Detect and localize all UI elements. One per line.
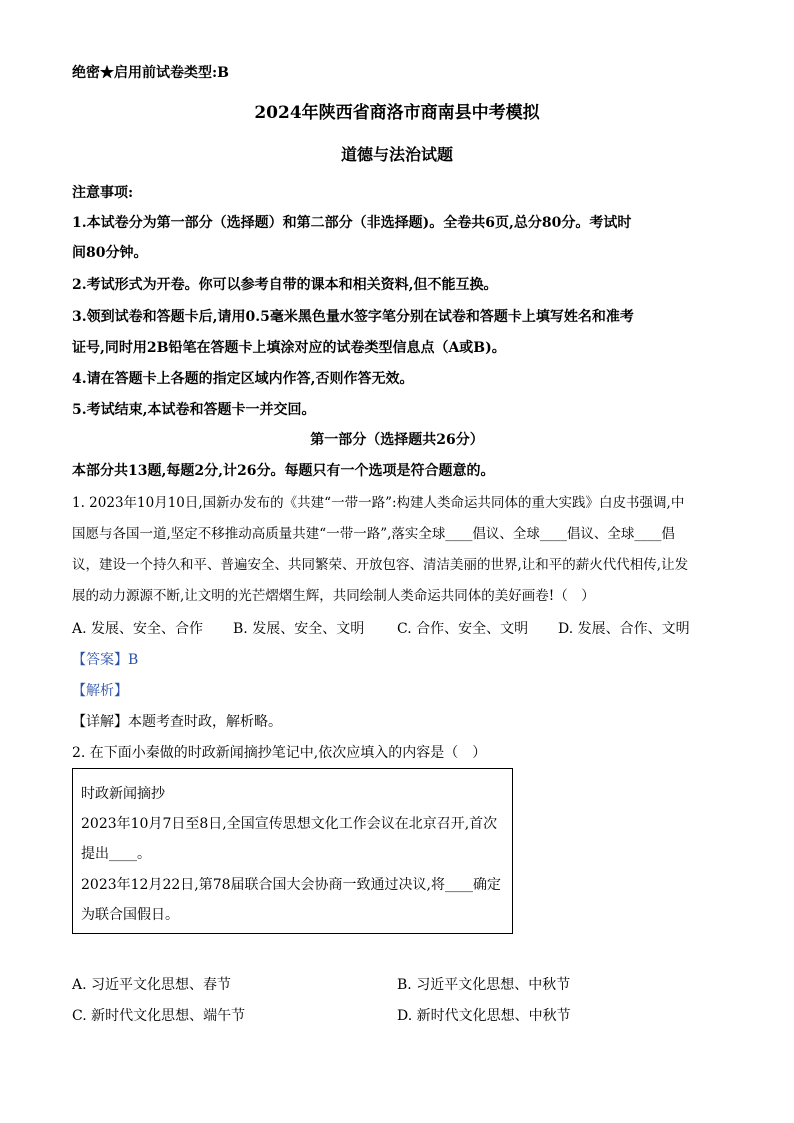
q1-analysis-label: 【解析】 <box>72 683 128 699</box>
box-line: 2023年10月7日至8日,全国宣传思想文化工作会议在北京召开,首次 <box>81 816 498 832</box>
note-line: 3.领到试卷和答题卡后,请用0.5毫米黑色量水签字笔分别在试卷和答题卡上填写姓名和准考 <box>72 309 634 325</box>
q2-option-a: A. 习近平文化思想、春节 <box>72 977 232 993</box>
section-intro: 本部分共13题,每题2分,计26分。每题只有一个选项是符合题意的。 <box>72 463 495 479</box>
note-line: 1.本试卷分为第一部分（选择题）和第二部分（非选择题)。全卷共6页,总分80分。考试时 <box>72 215 632 231</box>
question-2-stem: 2. 在下面小秦做的时政新闻摘抄笔记中,依次应填入的内容是（ ） <box>72 745 487 761</box>
exam-title: 2024年陕西省商洛市商南县中考模拟 <box>254 103 540 123</box>
box-line: 提出____。 <box>81 846 151 862</box>
q1-option-c: C. 合作、安全、文明 <box>397 621 529 637</box>
q1-option-a: A. 发展、安全、合作 <box>72 621 204 637</box>
secret-line: 绝密★启用前试卷类型:B <box>72 65 230 81</box>
note-line: 5.考试结束,本试卷和答题卡一并交回。 <box>72 402 316 418</box>
notes-heading: 注意事项: <box>72 185 134 201</box>
question-1-line: 议，建设一个持久和平、普遍安全、共同繁荣、开放包容、清洁美丽的世界,让和平的薪火代代相传,让发 <box>72 557 689 573</box>
section-title: 第一部分（选择题共26分） <box>310 432 484 448</box>
note-line: 4.请在答题卡上各题的指定区域内作答,否则作答无效。 <box>72 371 414 387</box>
q1-option-b: B. 发展、安全、文明 <box>233 621 365 637</box>
question-1-line: 展的动力源源不断,让文明的光芒熠熠生辉，共同绘制人类命运共同体的美好画卷!（ ） <box>72 588 595 604</box>
box-line: 2023年12月22日,第78届联合国大会协商一致通过决议,将____确定 <box>81 877 501 893</box>
note-line: 证号,同时用2B铅笔在答题卡上填涂对应的试卷类型信息点（A或B)。 <box>72 340 506 356</box>
q1-answer: 【答案】B <box>72 652 139 668</box>
q2-option-c: C. 新时代文化思想、端午节 <box>72 1008 246 1024</box>
q1-option-d: D. 发展、合作、文明 <box>558 621 690 637</box>
question-1-line: 国愿与各国一道,坚定不移推动高质量共建“一带一路”,落实全球____倡议、全球____倡议、全球____倡 <box>72 526 675 542</box>
note-line: 2.考试形式为开卷。你可以参考自带的课本和相关资料,但不能互换。 <box>72 277 498 293</box>
question-1-line: 1. 2023年10月10日,国新办发布的《共建“一带一路”:构建人类命运共同体的重大实践》白皮书强调,中 <box>72 495 685 511</box>
q1-detail: 【详解】本题考查时政，解析略。 <box>72 714 282 730</box>
box-title: 时政新闻摘抄 <box>81 786 165 802</box>
box-line: 为联合国假日。 <box>81 907 179 923</box>
note-line: 间80分钟。 <box>72 245 148 261</box>
exam-subtitle: 道德与法治试题 <box>340 145 453 164</box>
q2-option-d: D. 新时代文化思想、中秋节 <box>397 1008 571 1024</box>
news-notes-box <box>72 768 513 934</box>
q2-option-b: B. 习近平文化思想、中秋节 <box>397 977 571 993</box>
